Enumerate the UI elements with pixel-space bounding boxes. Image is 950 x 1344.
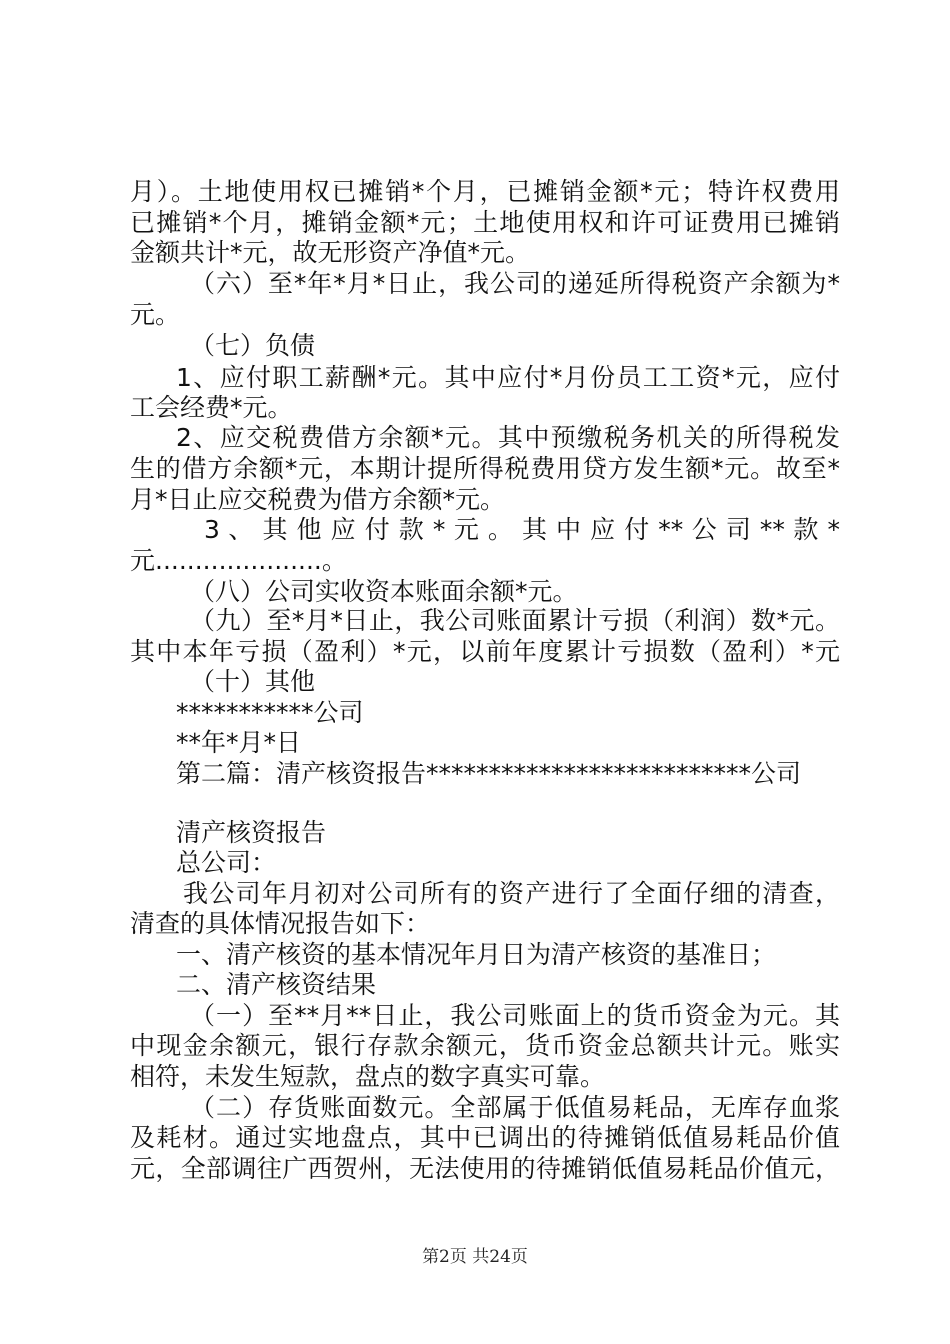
page-footer: 第2页 共24页 xyxy=(422,1247,528,1267)
text-line: 我公司年月初对公司所有的资产进行了全面仔细的清查， xyxy=(183,879,840,908)
text-line: 生的借方余额*元，本期计提所得税费用贷方发生额*元。故至* xyxy=(130,454,840,483)
text-line: 相符，未发生短款，盘点的数字真实可靠。 xyxy=(130,1062,606,1091)
text-line: 二、清产核资结果 xyxy=(176,970,377,999)
text-line: （八）公司实收资本账面余额*元。 xyxy=(190,577,578,606)
text-line: 元，全部调往广西贺州，无法使用的待摊销低值易耗品价值元， xyxy=(130,1154,840,1183)
text-line: 月*日止应交税费为借方余额*元。 xyxy=(130,485,506,514)
text-line: 一、清产核资的基本情况年月日为清产核资的基准日； xyxy=(176,940,777,969)
text-line: （二）存货账面数元。全部属于低值易耗品，无库存血浆 xyxy=(190,1093,840,1122)
text-line: 已摊销*个月，摊销金额*元；土地使用权和许可证费用已摊销 xyxy=(130,208,840,237)
text-line: 工会经费*元。 xyxy=(130,393,293,422)
text-line: 3 、 其 他 应 付 款 * 元 。 其 中 应 付 ** 公 司 ** 款 * xyxy=(204,515,840,544)
text-line: 金额共计*元，故无形资产净值*元。 xyxy=(130,238,531,267)
section-heading: 第二篇：清产核资报告**************************公司 xyxy=(176,759,802,788)
text-line: （六）至*年*月*日止，我公司的递延所得税资产余额为* xyxy=(190,269,840,298)
text-line: 元。 xyxy=(130,300,181,329)
text-line: **年*月*日 xyxy=(176,728,302,757)
text-line: （七）负债 xyxy=(190,331,316,360)
text-line: 其中本年亏损（盈利）*元，以前年度累计亏损数（盈利）*元 xyxy=(130,637,840,666)
text-line: 清查的具体情况报告如下： xyxy=(130,909,431,938)
text-line: ***********公司 xyxy=(176,698,364,727)
text-line: （一）至**月**日止，我公司账面上的货币资金为元。其 xyxy=(190,1001,840,1030)
text-line: 月）。土地使用权已摊销*个月，已摊销金额*元；特许权费用 xyxy=(130,177,840,206)
text-line: 及耗材。通过实地盘点，其中已调出的待摊销低值易耗品价值 xyxy=(130,1123,840,1152)
text-line: 中现金余额元，银行存款余额元，货币资金总额共计元。账实 xyxy=(130,1031,840,1060)
text-line: 元.....................。 xyxy=(130,546,347,575)
text-line: 2、应交税费借方余额*元。其中预缴税务机关的所得税发 xyxy=(176,423,840,452)
text-line: （九）至*月*日止，我公司账面累计亏损（利润）数*元。 xyxy=(190,606,840,635)
text-line: （十）其他 xyxy=(190,667,316,696)
text-line: 总公司： xyxy=(176,848,277,877)
text-line: 1、应付职工薪酬*元。其中应付*月份员工工资*元，应付 xyxy=(176,363,840,392)
report-title: 清产核资报告 xyxy=(176,818,327,847)
